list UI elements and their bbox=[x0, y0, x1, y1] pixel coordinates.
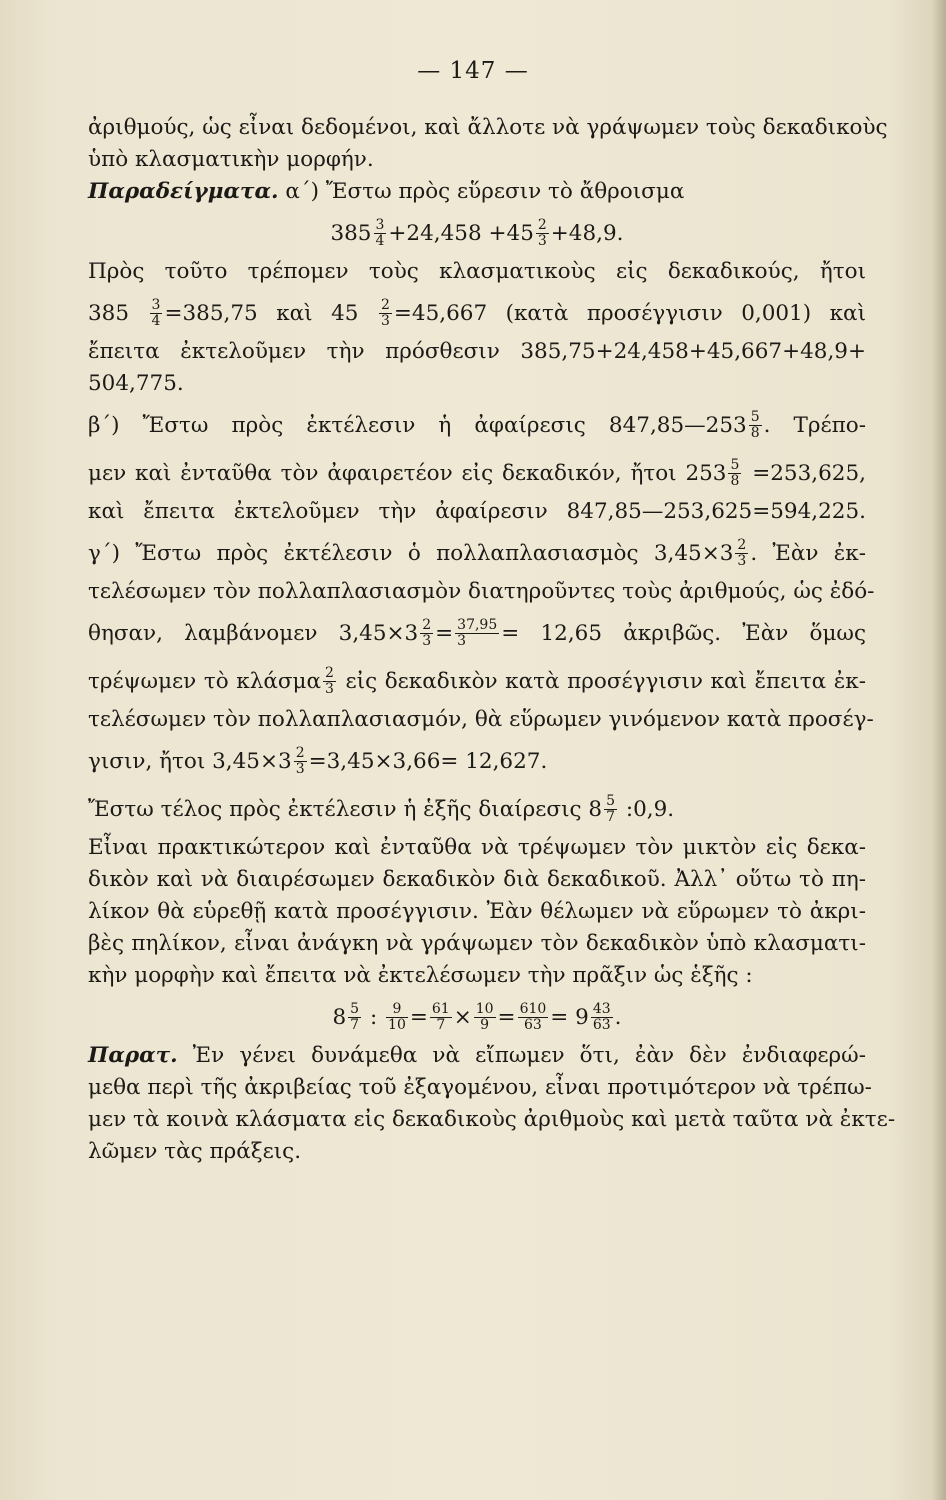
fraction-5-8 bbox=[749, 410, 762, 441]
fraction-2-3 bbox=[420, 618, 433, 649]
line-1: ἀριθμούς, ὡς εἶναι δεδομένοι, καὶ ἄλλοτε νὰ γράψωμεν τοὺς δεκαδικοὺς bbox=[88, 115, 888, 140]
fraction-numerator: 3 bbox=[151, 296, 161, 313]
fraction-numerator: 5 bbox=[350, 1000, 360, 1017]
text-line bbox=[88, 1072, 872, 1104]
text-line bbox=[88, 656, 866, 704]
line-16: τελέσωμεν τὸν πολλαπλασιασμόν, θὰ εὕρωμεν γινόμενον κατὰ προσέγ- bbox=[88, 707, 874, 732]
formula-part: +48,9. bbox=[550, 221, 624, 246]
formula-part: θησαν, λαμβάνομεν 3,45×3 bbox=[88, 621, 419, 646]
formula-part: +24,458 +45 bbox=[388, 221, 534, 246]
line-7: ἔπειτα ἐκτελοῦμεν τὴν πρόσθεσιν 385,75+24,458+45,667+48,9+ bbox=[88, 339, 866, 364]
formula-part: . Ἐὰν ἐκ- bbox=[750, 541, 867, 566]
line-23: κὴν μορφὴν καὶ ἔπειτα νὰ ἐκτελέσωμεν τὴν πρᾶξιν ὡς ἑξῆς : bbox=[88, 963, 753, 988]
line-27: μεν τὰ κοινὰ κλάσματα εἰς δεκαδικοὺς ἀριθμοὺς καὶ μετὰ ταῦτα νὰ ἐκτε- bbox=[88, 1107, 896, 1132]
formula-part: 8 bbox=[332, 1005, 347, 1030]
fraction-numerator: 10 bbox=[475, 1000, 494, 1017]
line-20: δικὸν καὶ νὰ διαιρέσωμεν δεκαδικὸν διὰ δεκαδικοῦ. Ἀλλ᾽ οὕτω τὸ πη- bbox=[88, 867, 866, 892]
fraction-numerator: 3 bbox=[375, 216, 385, 233]
formula-part: Ἔστω τέλος πρὸς ἐκτέλεσιν ἡ ἑξῆς διαίρεσις 8 bbox=[88, 797, 603, 822]
fraction-denominator: 7 bbox=[350, 1016, 360, 1033]
formula-part: γισιν, ἤτοι 3,45×3 bbox=[88, 749, 292, 774]
fraction-numerator: 5 bbox=[730, 456, 740, 473]
text-line bbox=[88, 1040, 866, 1072]
fraction-denominator: 8 bbox=[750, 424, 760, 441]
text-line bbox=[88, 336, 866, 368]
text-line bbox=[88, 176, 866, 208]
fraction-37-95-3 bbox=[455, 618, 499, 649]
text-line bbox=[88, 784, 866, 832]
fraction-2-3 bbox=[735, 538, 748, 569]
line-22: βὲς πηλίκον, εἶναι ἀνάγκη νὰ γράψωμεν τὸν δεκαδικὸν ὑπὸ κλασματι- bbox=[88, 931, 866, 956]
fraction-10-9 bbox=[474, 1002, 496, 1033]
fraction-numerator: 2 bbox=[537, 216, 547, 233]
formula-part: : bbox=[369, 1005, 378, 1030]
formula-part: . Τρέπο- bbox=[763, 413, 866, 438]
fraction-denominator: 3 bbox=[737, 552, 747, 569]
fraction-5-7 bbox=[604, 794, 617, 825]
fraction-denominator: 63 bbox=[524, 1016, 542, 1033]
formula-part: 385 bbox=[88, 301, 130, 326]
remark-heading: Παρατ. bbox=[88, 1043, 178, 1068]
fraction-numerator: 2 bbox=[380, 296, 390, 313]
formula-part: = bbox=[497, 1005, 516, 1030]
formula-part: =3,45×3,66= 12,627. bbox=[308, 749, 548, 774]
text-line bbox=[88, 608, 866, 656]
line-3: α΄) Ἔστω πρὸς εὕρεσιν τὸ ἄθροισμα bbox=[285, 179, 685, 204]
text-line bbox=[88, 1136, 866, 1168]
line-11: καὶ ἔπειτα ἐκτελοῦμεν τὴν ἀφαίρεσιν 847,85—253,625=594,225. bbox=[88, 499, 866, 524]
formula-part: γ΄) Ἔστω πρὸς ἐκτέλεσιν ὁ πολλαπλασιασμὸς 3,45×3 bbox=[88, 541, 734, 566]
line-21: λίκον θὰ εὑρεθῇ κατὰ προσέγγισιν. Ἐὰν θέλωμεν νὰ εὕρωμεν τὸ ἀκρι- bbox=[88, 899, 866, 924]
fraction-denominator: 10 bbox=[388, 1016, 406, 1033]
formula-part: β΄) Ἔστω πρὸς ἐκτέλεσιν ἡ ἀφαίρεσις 847,85—253 bbox=[88, 413, 747, 438]
formula-part: μεν καὶ ἐνταῦθα τὸν ἀφαιρετέον εἰς δεκαδικόν, ἤτοι 253 bbox=[88, 461, 727, 486]
fraction-numerator: 2 bbox=[325, 664, 334, 681]
fraction-2-3 bbox=[536, 218, 549, 249]
text-line bbox=[88, 256, 866, 288]
fraction-2-3 bbox=[323, 666, 336, 697]
line-2: ὑπὸ κλασματικὴν μορφήν. bbox=[88, 147, 374, 172]
text-line bbox=[88, 576, 875, 608]
line-5: Πρὸς τοῦτο τρέπομεν τοὺς κλασματικοὺς εἰς δεκαδικούς, ἤτοι bbox=[88, 259, 866, 284]
formula-part: =385,75 καὶ 45 bbox=[164, 301, 359, 326]
fraction-denominator: 3 bbox=[422, 632, 432, 649]
fraction-numerator: 61 bbox=[431, 1000, 450, 1017]
fraction-denominator: 3 bbox=[325, 680, 334, 697]
text-line bbox=[88, 528, 866, 576]
formula-part: =253,625, bbox=[752, 461, 866, 486]
fraction-numerator: 2 bbox=[737, 536, 747, 553]
line-19: Εἶναι πρακτικώτερον καὶ ἐνταῦθα νὰ τρέψωμεν τὸν μικτὸν εἰς δεκα- bbox=[88, 835, 866, 860]
fraction-numerator: 2 bbox=[422, 616, 432, 633]
fraction-610-63 bbox=[518, 1002, 549, 1033]
body-text bbox=[88, 112, 896, 1168]
fraction-numerator: 5 bbox=[606, 792, 616, 809]
fraction-5-7 bbox=[348, 1002, 361, 1033]
text-line bbox=[88, 400, 866, 448]
formula-part: = 9 bbox=[550, 1005, 589, 1030]
fraction-denominator: 63 bbox=[592, 1016, 611, 1033]
formula-division bbox=[88, 992, 866, 1040]
page-edge-shadow bbox=[932, 0, 946, 1500]
formula-part: = bbox=[435, 621, 454, 646]
line-28: λῶμεν τὰς πράξεις. bbox=[88, 1139, 302, 1164]
text-line bbox=[88, 896, 866, 928]
text-line bbox=[88, 928, 866, 960]
line-13: τελέσωμεν τὸν πολλαπλασιασμὸν διατηροῦντες τοὺς ἀριθμούς, ὡς ἐδό- bbox=[88, 579, 875, 604]
fraction-denominator: 3 bbox=[537, 232, 547, 249]
fraction-2-3 bbox=[379, 298, 392, 329]
examples-heading: Παραδείγματα. bbox=[88, 179, 279, 204]
formula-part: τρέψωμεν τὸ κλάσμα bbox=[88, 669, 322, 694]
formula-part: = 12,65 ἀκριβῶς. Ἐὰν ὅμως bbox=[501, 621, 867, 646]
text-line bbox=[88, 864, 866, 896]
fraction-denominator: 3 bbox=[380, 312, 390, 329]
formula-part: εἰς δεκαδικὸν κατὰ προσέγγισιν καὶ ἔπειτα ἐκ- bbox=[345, 669, 866, 694]
fraction-denominator: 4 bbox=[151, 312, 161, 329]
fraction-numerator: 9 bbox=[386, 1002, 408, 1018]
fraction-2-3 bbox=[294, 746, 307, 777]
fraction-numerator: 2 bbox=[295, 744, 305, 761]
fraction-61-7 bbox=[430, 1002, 452, 1033]
formula-part: 385 bbox=[330, 221, 372, 246]
fraction-5-8 bbox=[728, 458, 741, 489]
text-line bbox=[88, 368, 866, 400]
page-number: — 147 — bbox=[417, 58, 529, 84]
fraction-denominator: 3 bbox=[295, 760, 305, 777]
text-line bbox=[88, 736, 866, 784]
fraction-denominator: 4 bbox=[375, 232, 385, 249]
text-line bbox=[88, 288, 866, 336]
text-line bbox=[88, 112, 888, 144]
formula-part: × bbox=[453, 1005, 472, 1030]
fraction-denominator: 3 bbox=[457, 632, 467, 649]
text-line bbox=[88, 960, 866, 992]
fraction-numerator: 610 bbox=[519, 1000, 547, 1017]
fraction-3-4 bbox=[150, 298, 163, 329]
fraction-denominator: 9 bbox=[480, 1016, 490, 1033]
fraction-numerator: 5 bbox=[750, 408, 760, 425]
text-line bbox=[88, 832, 866, 864]
text-line bbox=[88, 448, 866, 496]
formula-part: =45,667 (κατὰ προσέγγισιν 0,001) καὶ bbox=[393, 301, 867, 326]
fraction-3-4 bbox=[374, 218, 387, 249]
fraction-denominator: 7 bbox=[606, 808, 616, 825]
fraction-43-63 bbox=[591, 1002, 613, 1033]
line-26: μεθα περὶ τῆς ἀκριβείας τοῦ ἐξαγομένου, εἶναι προτιμότερον νὰ τρέπω- bbox=[88, 1075, 872, 1100]
text-line bbox=[88, 1104, 896, 1136]
fraction-numerator: 43 bbox=[592, 1000, 611, 1017]
formula-part: :0,9. bbox=[625, 797, 675, 822]
line-25: Ἐν γένει δυνάμεθα νὰ εἴπωμεν ὅτι, ἐὰν δὲν ἐνδιαφερώ- bbox=[192, 1043, 866, 1068]
text-line bbox=[88, 496, 866, 528]
text-line bbox=[88, 144, 866, 176]
fraction-denominator: 7 bbox=[436, 1016, 446, 1033]
fraction-denominator: 8 bbox=[730, 472, 740, 489]
fraction-9-10 bbox=[386, 1002, 408, 1033]
line-8: 504,775. bbox=[88, 371, 184, 396]
text-line bbox=[88, 704, 874, 736]
formula-part: = bbox=[409, 1005, 428, 1030]
formula-part: . bbox=[614, 1005, 622, 1030]
fraction-numerator: 37,95 bbox=[457, 616, 498, 633]
formula-sum bbox=[88, 208, 866, 256]
